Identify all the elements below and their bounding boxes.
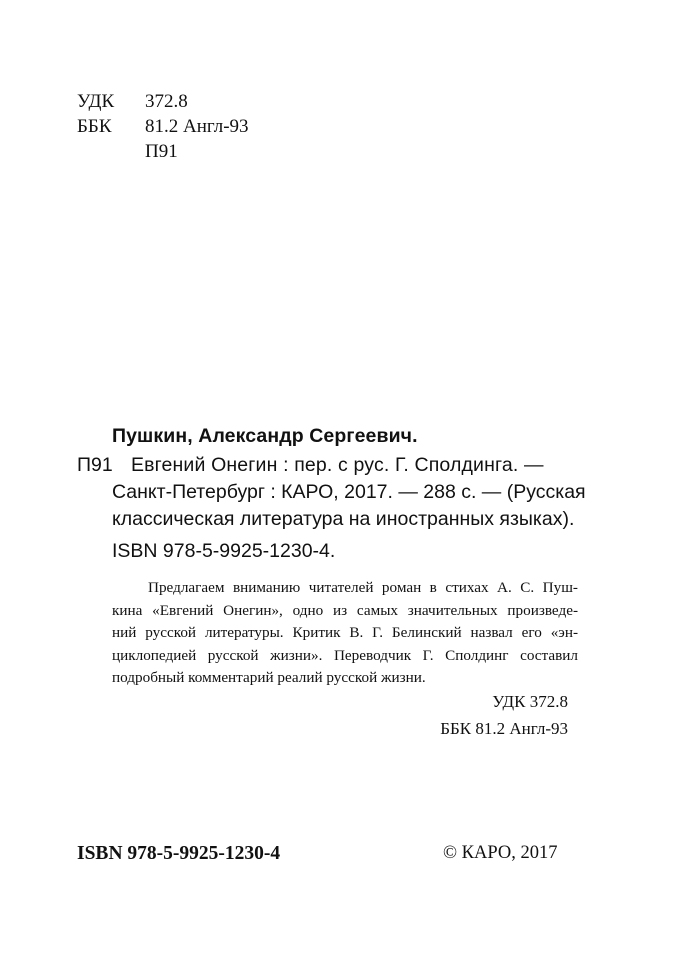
record-line-2: Санкт-Петербург : КАРО, 2017. — 288 с. — (Русская — [112, 481, 586, 503]
bbk-value: 81.2 Англ-93 — [145, 116, 249, 137]
annotation-line-3: ний русской литературы. Критик В. Г. Белинский назвал его «эн- — [112, 624, 578, 641]
udk-value: 372.8 — [145, 91, 188, 112]
author-mark: П91 — [145, 141, 178, 162]
record-line-1: Евгений Онегин : пер. с рус. Г. Сполдинга. — — [131, 454, 544, 476]
copyright: © КАРО, 2017 — [443, 843, 558, 863]
footer-isbn: ISBN 978-5-9925-1230-4 — [77, 843, 281, 864]
annotation-line-1: Предлагаем вниманию читателей роман в стихах А. С. Пуш- — [148, 579, 578, 596]
record-line-3: классическая литература на иностранных языках). — [112, 508, 575, 530]
bbk-label: ББК — [77, 116, 112, 137]
annotation-line-5: подробный комментарий реалий русской жизни. — [112, 669, 426, 686]
author-code: П91 — [77, 454, 113, 476]
annotation — [112, 577, 578, 690]
udk-label: УДК — [77, 91, 115, 112]
annotation-line-2: кина «Евгений Онегин», одно из самых значительных произведе- — [112, 601, 578, 619]
author-heading: Пушкин, Александр Сергеевич. — [112, 425, 418, 447]
udk-code: УДК 372.8 — [492, 692, 568, 711]
record-isbn: ISBN 978-5-9925-1230-4. — [112, 540, 336, 562]
annotation-line-4: циклопедией русской жизни». Переводчик Г. Сполдинг составил — [112, 646, 578, 664]
bbk-code: ББК 81.2 Англ-93 — [440, 719, 568, 738]
codes-block — [440, 688, 568, 742]
